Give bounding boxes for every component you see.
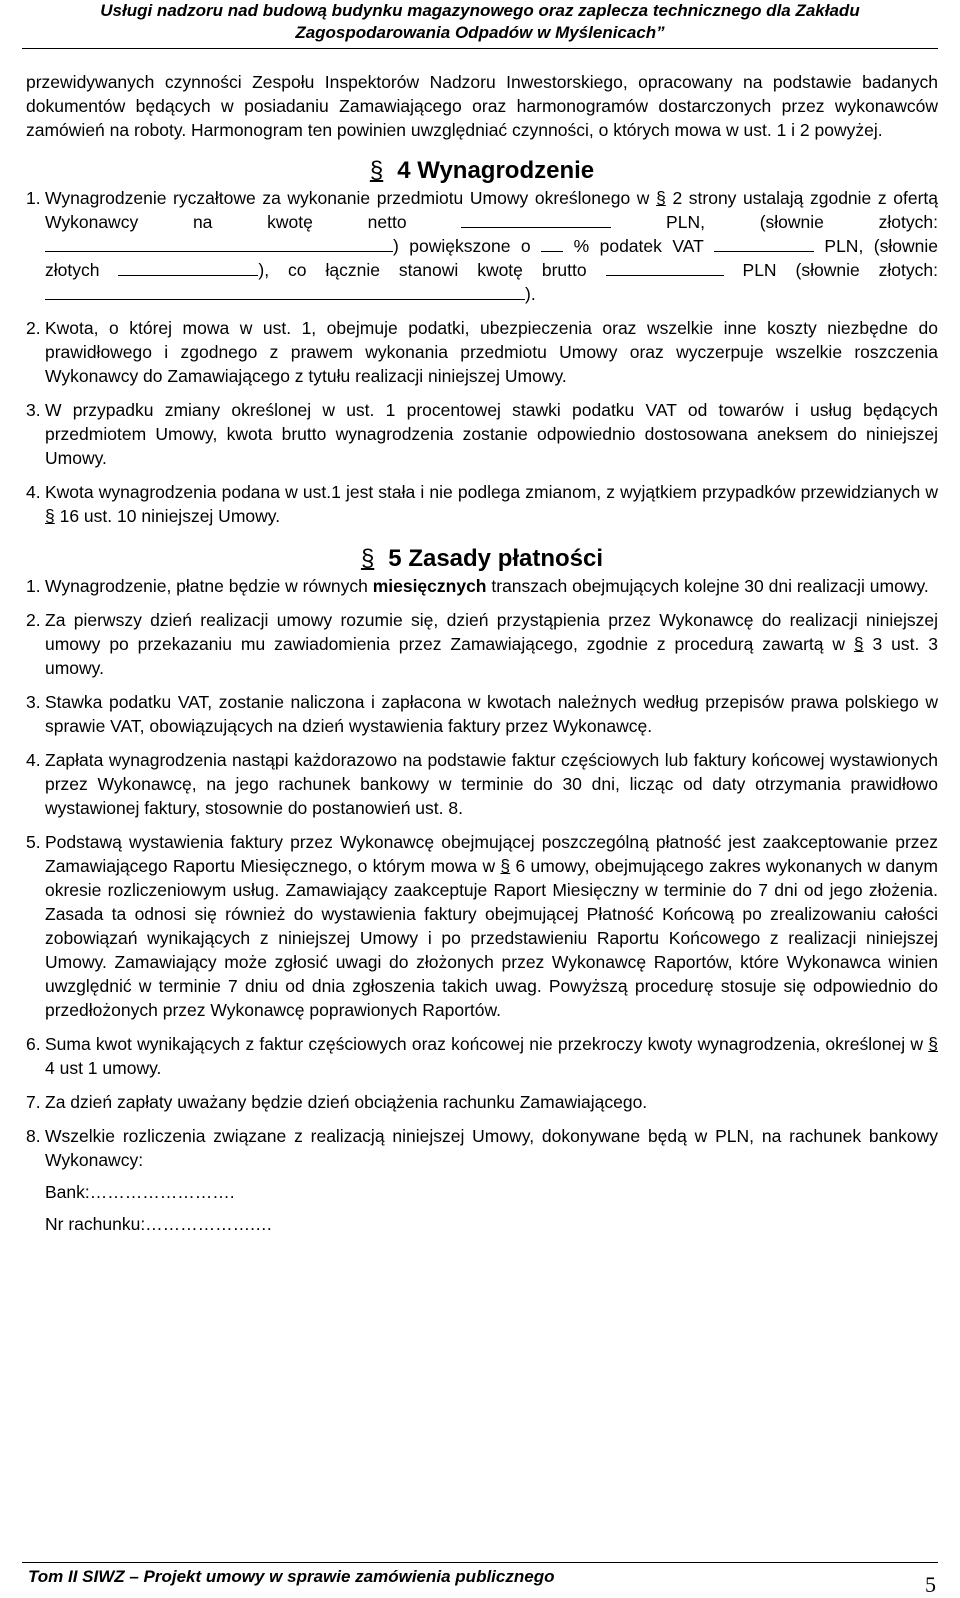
item-number: 3.	[26, 400, 41, 420]
paragraph-sign: §	[853, 634, 864, 654]
text-fragment: PLN (słownie złotych:	[742, 260, 938, 280]
item-number: 1.	[26, 576, 41, 596]
bold-text: miesięcznych	[372, 576, 487, 596]
list-item	[26, 608, 938, 680]
item-text: W przypadku zmiany określonej w ust. 1 procentowej stawki podatku VAT od towarów i usług będących przedmiotem Umowy, kwota brutto wynagrodzenia zostanie odpowiednio dostosowana aneksem do niniejszej Umowy.	[45, 400, 938, 468]
list-item	[26, 480, 938, 528]
item-text: Kwota, o której mowa w ust. 1, obejmuje podatki, ubezpieczenia oraz wszelkie inne koszty niezbędne do prawidłowego i zgodnego z prawem wykonania przedmiotu Umowy oraz wyczerpuje wszelkie roszczenia Wykonawcy do Zamawiającego z tytułu realizacji niniejszej Umowy.	[45, 318, 938, 386]
text-fragment: Suma kwot wynikających z faktur częściowych oraz końcowej nie przekroczy kwoty wynagrodzenia, określonej w	[45, 1034, 924, 1054]
list-item	[26, 690, 938, 738]
list-item	[26, 186, 938, 306]
footer-text: Tom II SIWZ – Projekt umowy w sprawie zamówienia publicznego	[28, 1567, 555, 1586]
header-line-2: Zagospodarowania Odpadów w Myślenicach”	[295, 23, 665, 42]
document-header	[0, 0, 960, 44]
paragraph-sign: §	[369, 157, 384, 184]
list-item	[26, 1124, 938, 1236]
section-5-title	[26, 544, 938, 574]
text-fragment: 2 strony ustalają zgodnie z ofertą Wykonawcy na kwotę netto	[45, 188, 938, 232]
document-body	[26, 70, 938, 1236]
text-fragment: % podatek VAT	[573, 236, 704, 256]
header-line-1: Usługi nadzoru nad budową budynku magazynowego oraz zaplecza technicznego dla Zakładu	[100, 1, 860, 20]
list-item	[26, 574, 938, 598]
item-text	[45, 186, 938, 306]
item-number: 5.	[26, 832, 41, 852]
paragraph-sign: §	[928, 1034, 938, 1054]
item-text: Zapłata wynagrodzenia nastąpi każdorazowo na podstawie faktur częściowych lub faktury końcowej wystawionych przez Wykonawcę, na jego rachunek bankowy w terminie do 30 dni, licząc od daty otrzymania prawidłowo wystawionej faktury, stosownie do postanowień ust. 8.	[45, 750, 938, 818]
intro-paragraph: przewidywanych czynności Zespołu Inspektorów Nadzoru Inwestorskiego, opracowany na podstawie badanych dokumentów będących w posiadaniu Zamawiającego oraz harmonogramów dostarczonych przez wykonawców zamówień na roboty. Harmonogram ten powinien uwzględniać czynności, o których mowa w ust. 1 i 2 powyżej.	[26, 72, 938, 140]
item-number: 4.	[26, 482, 41, 502]
item-number: 7.	[26, 1092, 41, 1112]
item-text	[45, 608, 938, 680]
item-number: 2.	[26, 318, 41, 338]
footer-divider	[22, 1562, 938, 1563]
item-number: 2.	[26, 610, 41, 630]
text-fragment: Podstawą wystawienia faktury przez Wykonawcę obejmującej poszczególną płatność jest zaakceptowanie przez Zamawiającego Raportu Miesięcznego, o którym mowa w	[45, 832, 938, 876]
text-fragment: 4 ust 1 umowy.	[45, 1058, 162, 1078]
item-number: 1.	[26, 188, 41, 208]
paragraph-sign: §	[500, 856, 511, 876]
text-fragment: Wszelkie rozliczenia związane z realizacją niniejszej Umowy, dokonywane będą w PLN, na rachunek bankowy Wykonawcy:	[45, 1126, 938, 1170]
item-number: 4.	[26, 750, 41, 770]
list-item	[26, 1090, 938, 1114]
item-text	[45, 574, 938, 598]
header-divider	[22, 48, 938, 49]
item-text	[45, 830, 938, 1022]
section-5-title-text: 5 Zasady płatności	[388, 545, 604, 572]
text-fragment: transzach obejmujących kolejne 30 dni realizacji umowy.	[491, 576, 929, 596]
text-fragment: ) powiększone o	[393, 236, 531, 256]
paragraph-sign: §	[360, 545, 375, 572]
section-4-title-text: 4 Wynagrodzenie	[397, 157, 595, 184]
item-text	[45, 1032, 938, 1080]
item-text	[45, 480, 938, 528]
list-item	[26, 1032, 938, 1080]
section-4-title	[26, 156, 938, 186]
item-number: 8.	[26, 1126, 41, 1146]
paragraph-sign: §	[656, 188, 666, 208]
blank-field	[45, 237, 393, 252]
blank-field	[714, 237, 814, 252]
page-number: 5	[925, 1572, 936, 1597]
text-fragment: Kwota wynagrodzenia podana w ust.1 jest stała i nie podlega zmianom, z wyjątkiem przypadków przewidzianych w	[45, 482, 938, 502]
text-fragment: Wynagrodzenie, płatne będzie w równych	[45, 576, 368, 596]
blank-field	[118, 261, 258, 276]
item-text: Za dzień zapłaty uważany będzie dzień obciążenia rachunku Zamawiającego.	[45, 1092, 648, 1112]
item-text	[45, 1124, 938, 1236]
bank-field: Bank:…………………….	[45, 1182, 235, 1202]
blank-field	[45, 285, 525, 300]
list-item	[26, 398, 938, 470]
blank-field	[541, 237, 563, 252]
text-fragment: ).	[525, 284, 536, 304]
list-item	[26, 748, 938, 820]
list-item	[26, 316, 938, 388]
text-fragment: 16 ust. 10 niniejszej Umowy.	[59, 506, 281, 526]
text-fragment: ), co łącznie stanowi kwotę brutto	[258, 260, 587, 280]
item-number: 6.	[26, 1034, 41, 1054]
item-text: Stawka podatku VAT, zostanie naliczona i zapłacona w kwotach należnych według przepisów prawa polskiego w sprawie VAT, obowiązujących na dzień wystawienia faktury przez Wykonawcę.	[45, 692, 938, 736]
text-fragment: Wynagrodzenie ryczałtowe za wykonanie przedmiotu Umowy określonego w	[45, 188, 650, 208]
blank-field	[461, 213, 611, 228]
text-fragment: Za pierwszy dzień realizacji umowy rozumie się, dzień przystąpienia przez Wykonawcę do realizacji niniejszej umowy po przekazaniu mu zawiadomienia przez Zamawiającego, zgodnie z procedurą zawartą w	[45, 610, 938, 654]
list-item	[26, 830, 938, 1022]
text-fragment: PLN, (słownie złotych	[45, 236, 938, 280]
text-fragment: 3 ust. 3 umowy.	[45, 634, 938, 678]
blank-field	[606, 261, 724, 276]
paragraph-sign: §	[45, 506, 55, 526]
account-number-field: Nr rachunku:……………….…	[45, 1214, 273, 1234]
item-number: 3.	[26, 692, 41, 712]
text-fragment: 6 umowy, obejmującego zakres wykonanych w danym okresie rozliczeniowym usług. Zamawiający zaakceptuje Raport Miesięczny w terminie do 7 dni od jego złożenia. Zasada ta odnosi się również do wystawienia faktury obejmującej Płatność Końcową po zrealizowaniu całości zobowiązań wynikających z niniejszej Umowy i po przedstawieniu Raportu Końcowego z realizacji niniejszej Umowy. Zamawiający może zgłosić uwagi do złożonych przez Wykonawcę Raportów, które Wykonawca winien uwzględnić w terminie 7 dniu od dnia zgłoszenia takich uwag. Powyższą procedurę stosuje się odpowiednio do przedłożonych przez Wykonawcę poprawionych Raportów.	[45, 856, 938, 1020]
text-fragment: PLN, (słownie złotych:	[666, 212, 938, 232]
